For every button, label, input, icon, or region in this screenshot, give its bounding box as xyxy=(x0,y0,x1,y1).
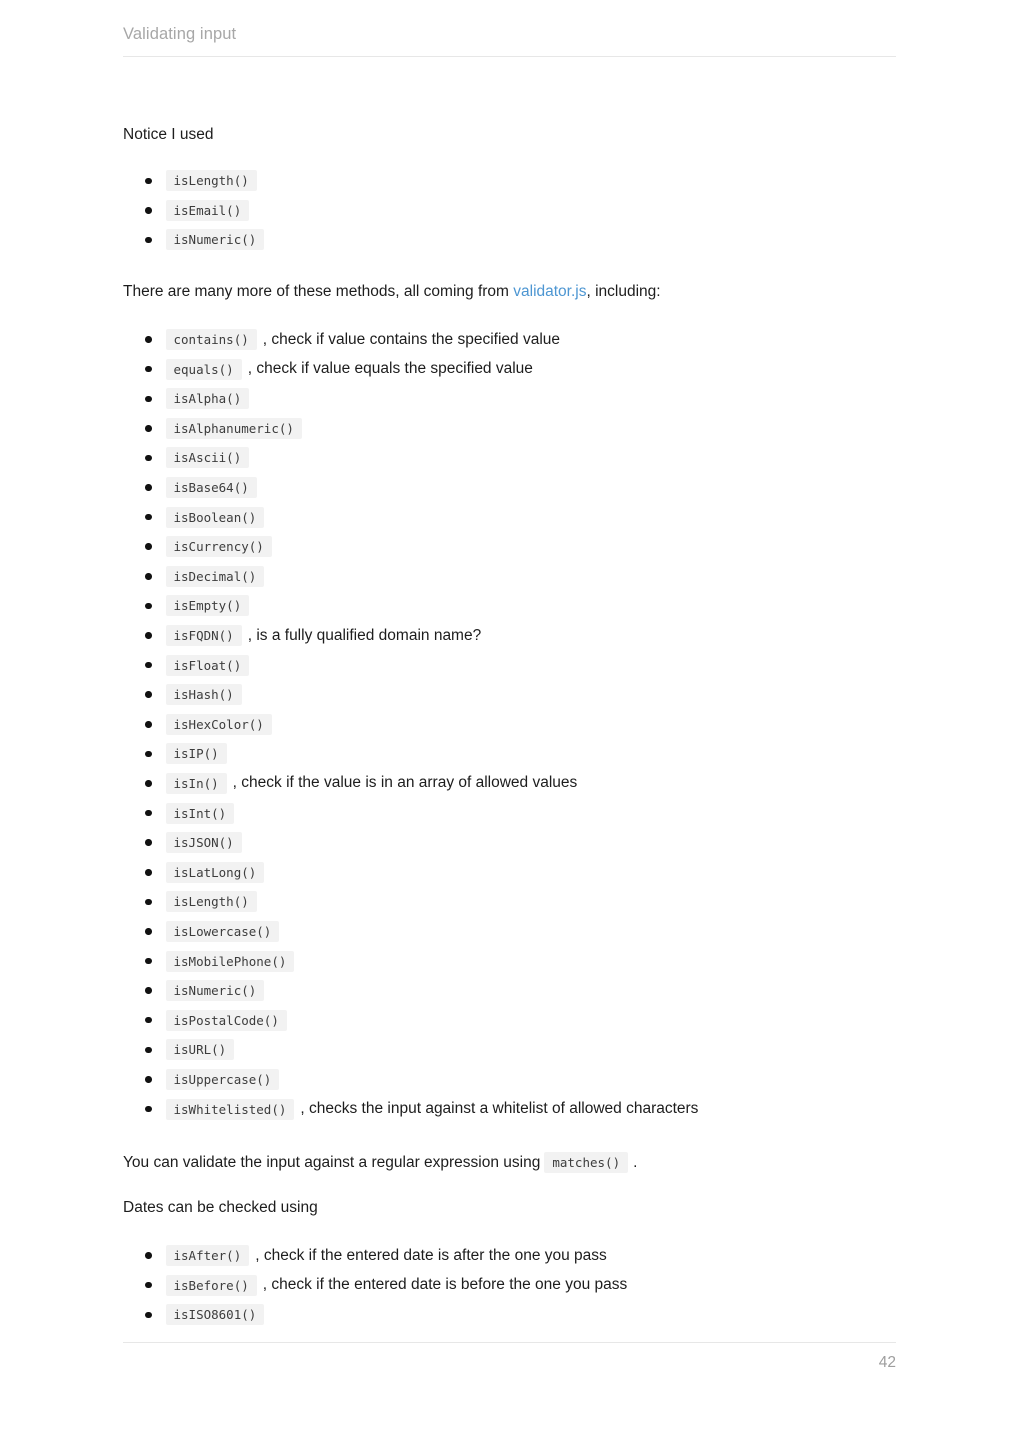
date-methods-list xyxy=(123,1241,896,1330)
list-item xyxy=(123,384,896,414)
list-item xyxy=(123,798,896,828)
list-item xyxy=(123,710,896,740)
matches-code-chip: matches() xyxy=(544,1152,628,1173)
bullet-icon xyxy=(145,632,152,639)
list-item xyxy=(123,325,896,355)
list-item xyxy=(123,443,896,473)
bullet-icon xyxy=(145,336,152,343)
used-methods-list xyxy=(123,166,896,255)
method-code-chip: isFQDN() xyxy=(166,625,242,646)
method-code-chip: isBoolean() xyxy=(166,507,265,528)
method-code-chip: isLatLong() xyxy=(166,862,265,883)
method-code-chip: isURL() xyxy=(166,1039,235,1060)
method-code-chip: contains() xyxy=(166,329,257,350)
bullet-icon xyxy=(145,899,152,906)
validator-js-link[interactable]: validator.js xyxy=(513,282,587,300)
bullet-icon xyxy=(145,455,152,462)
paragraph-text: There are many more of these methods, all coming from xyxy=(123,282,514,300)
validator-methods-list xyxy=(123,325,896,1124)
method-code-chip: equals() xyxy=(166,359,242,380)
bullet-icon xyxy=(145,514,152,521)
bullet-icon xyxy=(145,1047,152,1054)
list-item xyxy=(123,532,896,562)
bullet-icon xyxy=(145,721,152,728)
method-code-chip: isDecimal() xyxy=(166,566,265,587)
paragraph-text: , including: xyxy=(586,282,661,300)
list-item xyxy=(123,1035,896,1065)
bullet-icon xyxy=(145,1312,152,1319)
method-code-chip: isPostalCode() xyxy=(166,1010,287,1031)
bullet-icon xyxy=(145,178,152,185)
method-code-chip: isFloat() xyxy=(166,655,250,676)
method-code-chip: isIn() xyxy=(166,773,227,794)
list-item xyxy=(123,502,896,532)
list-item xyxy=(123,739,896,769)
bullet-icon xyxy=(145,958,152,965)
method-code-chip: isAfter() xyxy=(166,1245,250,1266)
method-description: , check if the entered date is before the one you pass xyxy=(262,1276,628,1294)
method-code-chip: isJSON() xyxy=(166,832,242,853)
list-item xyxy=(123,225,896,255)
list-item xyxy=(123,650,896,680)
list-item xyxy=(123,591,896,621)
method-code-chip: isAscii() xyxy=(166,447,250,468)
bullet-icon xyxy=(145,810,152,817)
bullet-icon xyxy=(145,207,152,214)
paragraph-text: . xyxy=(633,1153,638,1171)
list-item xyxy=(123,562,896,592)
list-item xyxy=(123,1270,896,1300)
bullet-icon xyxy=(145,603,152,610)
method-description: , check if value equals the specified value xyxy=(247,360,533,378)
bullet-icon xyxy=(145,366,152,373)
page-number: 42 xyxy=(878,1354,896,1371)
bullet-icon xyxy=(145,691,152,698)
method-code-chip: isLength() xyxy=(166,170,257,191)
list-item xyxy=(123,769,896,799)
bullet-icon xyxy=(145,484,152,491)
bullet-icon xyxy=(145,237,152,244)
bullet-icon xyxy=(145,780,152,787)
list-item xyxy=(123,857,896,887)
method-code-chip: isHexColor() xyxy=(166,714,272,735)
method-code-chip: isBase64() xyxy=(166,477,257,498)
bullet-icon xyxy=(145,1252,152,1259)
paragraph-validator-intro xyxy=(123,281,896,303)
page-footer xyxy=(123,1342,896,1372)
list-item xyxy=(123,1065,896,1095)
method-code-chip: isLowercase() xyxy=(166,921,280,942)
paragraph-text: You can validate the input against a regular expression using xyxy=(123,1153,541,1171)
method-code-chip: isWhitelisted() xyxy=(166,1099,295,1120)
method-code-chip: isAlpha() xyxy=(166,388,250,409)
list-item xyxy=(123,917,896,947)
method-code-chip: isMobilePhone() xyxy=(166,951,295,972)
bullet-icon xyxy=(145,839,152,846)
method-code-chip: isNumeric() xyxy=(166,980,265,1001)
bullet-icon xyxy=(145,573,152,580)
method-code-chip: isHash() xyxy=(166,684,242,705)
list-item xyxy=(123,1300,896,1330)
paragraph-dates: Dates can be checked using xyxy=(123,1198,318,1216)
bullet-icon xyxy=(145,1282,152,1289)
list-item xyxy=(123,473,896,503)
method-code-chip: isNumeric() xyxy=(166,229,265,250)
list-item xyxy=(123,828,896,858)
bullet-icon xyxy=(145,662,152,669)
method-code-chip: isAlphanumeric() xyxy=(166,418,302,439)
list-item xyxy=(123,354,896,384)
list-item xyxy=(123,976,896,1006)
method-code-chip: isISO8601() xyxy=(166,1304,265,1325)
bullet-icon xyxy=(145,751,152,758)
method-code-chip: isLength() xyxy=(166,891,257,912)
bullet-icon xyxy=(145,987,152,994)
method-code-chip: isEmail() xyxy=(166,200,250,221)
bullet-icon xyxy=(145,396,152,403)
list-item xyxy=(123,414,896,444)
bullet-icon xyxy=(145,543,152,550)
method-code-chip: isCurrency() xyxy=(166,536,272,557)
method-code-chip: isBefore() xyxy=(166,1275,257,1296)
bullet-icon xyxy=(145,1106,152,1113)
method-description: , check if value contains the specified value xyxy=(262,330,561,348)
page-header xyxy=(123,0,896,57)
paragraph-regex xyxy=(123,1152,896,1174)
list-item xyxy=(123,1241,896,1271)
method-description: , checks the input against a whitelist of allowed characters xyxy=(300,1100,699,1118)
notice-heading: Notice I used xyxy=(123,126,214,143)
list-item xyxy=(123,946,896,976)
method-code-chip: isEmpty() xyxy=(166,595,250,616)
list-item xyxy=(123,166,896,196)
list-item xyxy=(123,621,896,651)
method-code-chip: isIP() xyxy=(166,743,227,764)
list-item xyxy=(123,196,896,226)
method-code-chip: isUppercase() xyxy=(166,1069,280,1090)
bullet-icon xyxy=(145,1017,152,1024)
bullet-icon xyxy=(145,1076,152,1083)
list-item xyxy=(123,680,896,710)
bullet-icon xyxy=(145,869,152,876)
list-item xyxy=(123,887,896,917)
list-item xyxy=(123,1094,896,1124)
bullet-icon xyxy=(145,928,152,935)
bullet-icon xyxy=(145,425,152,432)
method-code-chip: isInt() xyxy=(166,803,235,824)
list-item xyxy=(123,1005,896,1035)
running-title: Validating input xyxy=(123,25,237,43)
method-description: , check if the value is in an array of allowed values xyxy=(232,774,578,792)
method-description: , is a fully qualified domain name? xyxy=(247,626,482,644)
method-description: , check if the entered date is after the one you pass xyxy=(255,1246,607,1264)
